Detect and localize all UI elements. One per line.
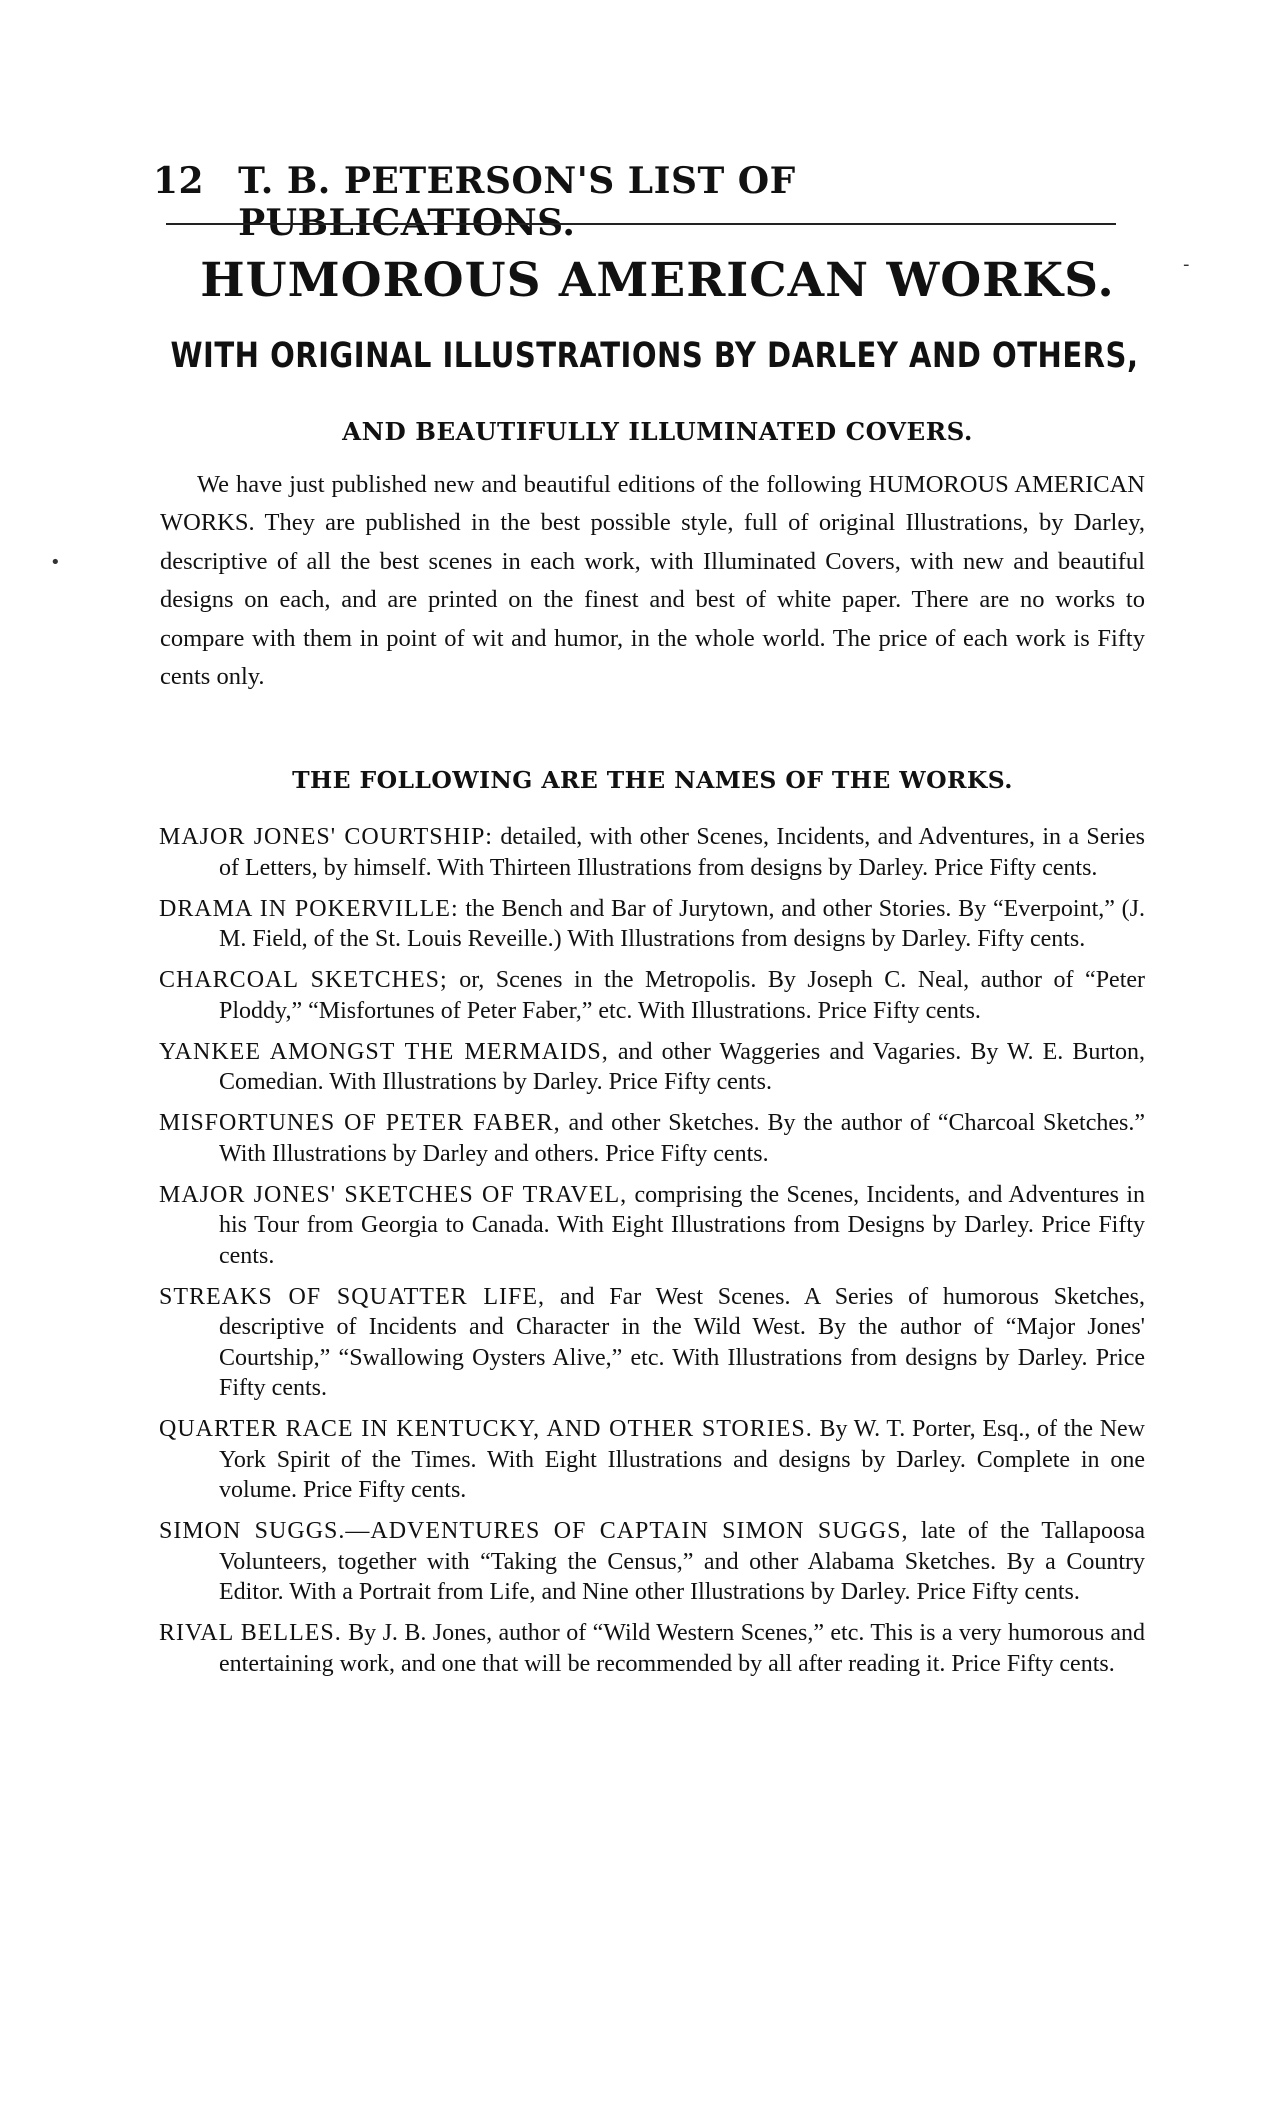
- work-title: MAJOR JONES' SKETCHES OF TRAVEL,: [159, 1181, 628, 1208]
- work-title: MISFORTUNES OF PETER FABER,: [159, 1110, 561, 1136]
- page-title: HUMOROUS AMERICAN WORKS.: [200, 253, 1115, 308]
- work-description: late of the Tallapoosa Volunteers, together with “Taking the Census,” and other Alabama Sketches. By a Country Editor. With a Portrait from Life, and Nine other Illustrations by Darley. Price Fifty cents.: [219, 1518, 1146, 1605]
- work-title: STREAKS OF SQUATTER LIFE,: [159, 1283, 546, 1310]
- stray-dash-mark: -: [1183, 254, 1190, 275]
- work-description: By W. T. Porter, Esq., of the New York Spirit of the Times. With Eight Illustrations and designs by Darley. Complete in one volume. Price Fifty cents.: [219, 1416, 1146, 1503]
- work-description: and Far West Scenes. A Series of humorous Sketches, descriptive of Incidents and Character in the Wild West. By the author of “Major Jones' Courtship,” “Swallowing Oysters Alive,” etc. With Illustrations from designs by Darley. Price Fifty cents.: [219, 1283, 1146, 1401]
- page-number: 12: [153, 160, 205, 202]
- stray-dot-mark: •: [50, 552, 61, 573]
- running-head: [153, 160, 1120, 244]
- work-title: QUARTER RACE IN KENTUCKY, AND OTHER STORIES.: [159, 1416, 813, 1442]
- works-list: [159, 822, 1145, 1690]
- work-description: and other Sketches. By the author of “Charcoal Sketches.” With Illustrations by Darley and others. Price Fifty cents.: [219, 1110, 1145, 1167]
- list-item: [159, 1108, 1145, 1169]
- work-title: DRAMA IN POKERVILLE:: [159, 895, 459, 922]
- work-description: detailed, with other Scenes, Incidents, and Adventures, in a Series of Letters, by himself. With Thirteen Illustrations from designs by Darley. Price Fifty cents.: [219, 824, 1146, 881]
- list-item: [159, 1282, 1145, 1404]
- list-item: [159, 1414, 1145, 1506]
- list-item: [159, 1516, 1145, 1608]
- work-description: comprising the Scenes, Incidents, and Adventures in his Tour from Georgia to Canada. With Eight Illustrations from Designs by Darley. Price Fifty cents.: [219, 1181, 1146, 1269]
- work-description: and other Waggeries and Vagaries. By W. E. Burton, Comedian. With Illustrations by Darley. Price Fifty cents.: [219, 1038, 1145, 1095]
- section-heading: THE FOLLOWING ARE THE NAMES OF THE WORKS.: [292, 766, 1013, 794]
- work-title: CHARCOAL SKETCHES;: [159, 967, 448, 993]
- work-description: or, Scenes in the Metropolis. By Joseph C. Neal, author of “Peter Ploddy,” “Misfortunes of Peter Faber,” etc. With Illustrations. Price Fifty cents.: [219, 967, 1146, 1024]
- list-item: [159, 894, 1145, 955]
- running-title: T. B. PETERSON'S LIST OF PUBLICATIONS.: [238, 160, 796, 244]
- work-title: SIMON SUGGS.—ADVENTURES OF CAPTAIN SIMON SUGGS,: [159, 1518, 909, 1544]
- work-title: YANKEE AMONGST THE MERMAIDS,: [159, 1038, 609, 1065]
- subtitle: WITH ORIGINAL ILLUSTRATIONS BY DARLEY AND OTHERS,: [170, 336, 1139, 376]
- intro-paragraph: We have just published new and beautiful editions of the following HUMOROUS AMERICAN WORKS. They are published in the best possible style, full of original Illustrations, by Darley, descriptive of all the best scenes in each work, with Illuminated Covers, with new and beautiful designs on each, and are printed on the finest and best of white paper. There are no works to compare with them in point of wit and humor, in the whole world. The price of each work is Fifty cents only.: [160, 471, 1145, 691]
- header-rule: [166, 223, 1116, 225]
- list-item: [159, 1618, 1145, 1679]
- work-description: By J. B. Jones, author of “Wild Western Scenes,” etc. This is a very humorous and entertaining work, and one that will be recommended by all after reading it. Price Fifty cents.: [219, 1620, 1146, 1677]
- work-title: RIVAL BELLES.: [159, 1620, 342, 1646]
- list-item: [159, 965, 1145, 1026]
- list-item: [159, 822, 1145, 883]
- work-description: the Bench and Bar of Jurytown, and other Stories. By “Everpoint,” (J. M. Field, of the St. Louis Reveille.) With Illustrations from designs by Darley. Fifty cents.: [219, 895, 1146, 952]
- list-item: [159, 1037, 1145, 1098]
- work-title: MAJOR JONES' COURTSHIP:: [159, 824, 493, 850]
- subtitle-covers: AND BEAUTIFULLY ILLUMINATED COVERS.: [342, 417, 973, 446]
- list-item: [159, 1180, 1145, 1272]
